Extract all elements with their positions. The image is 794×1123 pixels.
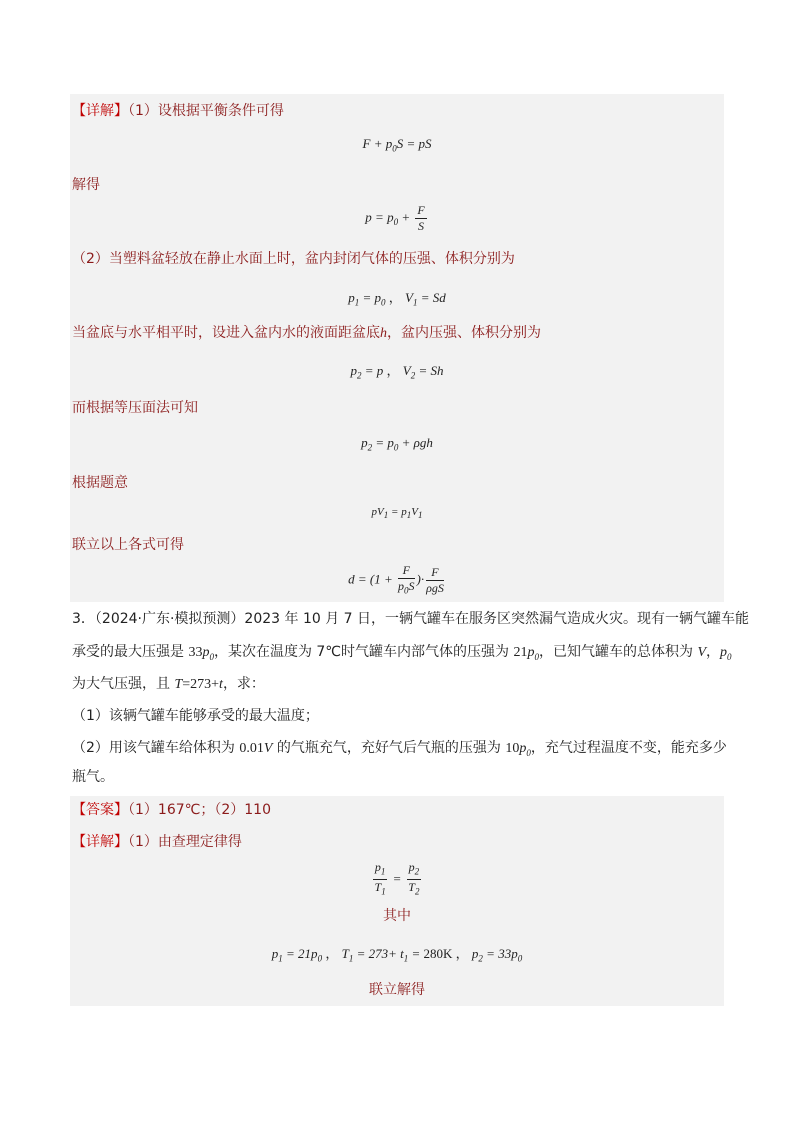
equation-values: $p_1 = 21p_0$ ， $T_1 = 273+ t_1 = 280K$ ， $p_2 = 33p_0$ (271, 946, 523, 964)
text-segment: 承受的最大压强是 (72, 644, 189, 660)
part2-text: （2）当塑料盆轻放在静止水面上时，盆内封闭气体的压强、体积分别为 (72, 251, 515, 267)
part2-horizontal-text: 当盆底与水平相平时，设进入盆内水的液面距盆底h，盆内压强、体积分别为 (72, 325, 541, 341)
equation-charles: $\frac{p_1}{T_1}$ = $\frac{p_2}{T_2}$ (70, 860, 724, 900)
highlight-block (70, 796, 724, 1006)
question-3-line-3: 为大气压强，且 T=273+t，求： (72, 676, 265, 692)
text-segment: ，充气过程温度不变，能充多少 (530, 740, 727, 756)
value: 0.01 (239, 741, 264, 756)
equation-pressure: $p_2 = p_0 + \rho gh$ (361, 435, 433, 453)
value: 10 (505, 741, 520, 756)
text-segment: 为大气压强，且 (72, 676, 175, 692)
question-3-sub-2-cont: 瓶气。 (72, 769, 114, 785)
value: 21 (513, 645, 528, 660)
question-3-line-2: 承受的最大压强是 $33p_0$，某次在温度为 7℃时气罐车内部气体的压强为 $21p_0$，已知气罐车的总体积为 V，$p_0$ (72, 644, 732, 662)
equation-balance: $F + p_0S$ = pS (362, 136, 432, 154)
fraction: $\frac{F}{\text{ρgS}}$ (426, 565, 444, 596)
equation-boyle: $pV_1 = p_1V_1$ (371, 506, 423, 521)
fraction: $\frac{p_2}{T_2}$ (408, 860, 420, 897)
detail-tag: 【详解】 (72, 834, 128, 850)
question-3-sub-2: （2）用该气罐车给体积为 0.01V 的气瓶充气，充好气后气瓶的压强为 $10p_0$，充气过程温度不变，能充多少 (72, 740, 727, 758)
answer-tag: 【答案】 (72, 802, 128, 818)
fraction: $\frac{F}{p_0S}$ (398, 563, 415, 596)
equation-p: $p = p_0$ + $\frac{F}{S}$ (365, 203, 425, 233)
equation-state2: $p_2 = p$ ， $V_2 = Sh$ (350, 363, 444, 381)
question-3-line-1 (72, 609, 750, 629)
detail-text: （1）设根据平衡条件可得 (128, 103, 284, 119)
question-3-sub-1: （1）该辆气罐车能够承受的最大温度； (72, 708, 319, 724)
combine-text: 联立以上各式可得 (72, 537, 184, 553)
answer-text: （1）167℃；（2）110 (128, 802, 271, 818)
detail-text: （1）由查理定律得 (128, 834, 242, 850)
detail-tag: 【详解】 (72, 103, 128, 119)
detail-heading-1 (72, 101, 722, 121)
text-segment: ，某次在温度为 7℃时气罐车内部气体的压强为 (213, 644, 514, 660)
fraction: $\frac{p_1}{T_1}$ (374, 860, 386, 897)
solve-label: 解得 (72, 177, 100, 193)
pressure-method-text: 而根据等压面法可知 (72, 400, 198, 416)
text-segment: ，已知气罐车的总体积为 (538, 644, 698, 660)
text-segment: 当盆底与水平相平时，设进入盆内水的液面距盆底 (72, 325, 380, 341)
text-segment: （2）用该气罐车给体积为 (72, 740, 240, 756)
meaning-text: 根据题意 (72, 475, 128, 491)
text-segment: ，盆内压强、体积分别为 (387, 325, 541, 341)
value: 33 (188, 645, 203, 660)
formula: =273+ (182, 677, 220, 692)
equation-state1: $p_1 = p_0$ ， $V_1 = Sd$ (348, 290, 446, 308)
equation-d: d = (1 + $\frac{F}{p_0S}$ )· $\frac{F}{\text{ρgS}}$ (70, 563, 724, 598)
answer-line (72, 800, 722, 820)
text-segment: 的气瓶充气，充好气后气瓶的压强为 (272, 740, 506, 756)
text-segment: 3．（2024·广东·模拟预测）2023 年 10 月 7 日，一辆气罐车在服务区突然漏气造成火灾。现有一辆气罐车能 (72, 611, 750, 627)
text-segment: ，求： (222, 676, 265, 692)
detail-heading-3 (72, 832, 722, 852)
fraction: $\frac{F}{S}$ (417, 203, 425, 233)
where-label: 其中 (383, 908, 411, 924)
solve-together-label: 联立解得 (369, 982, 425, 998)
